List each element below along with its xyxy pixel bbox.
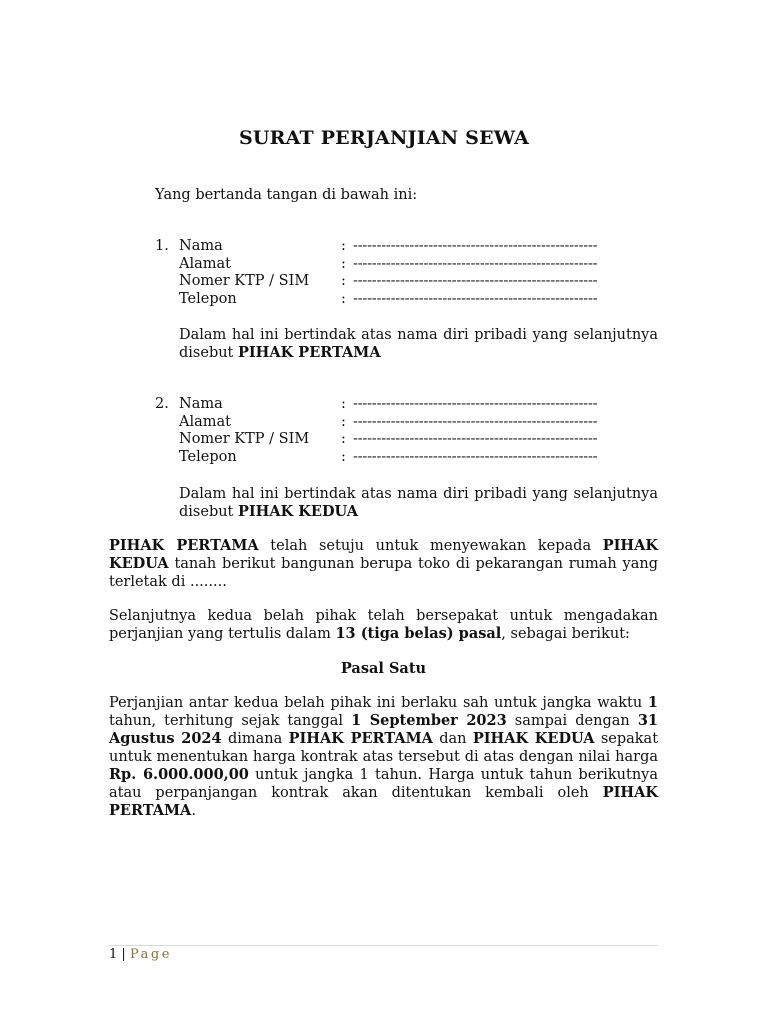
pasal-bold: 1 September 2023 <box>351 712 507 729</box>
pasal-text: sepakat untuk menentukan harga kontrak atas tersebut di atas dengan nilai harga <box>109 731 659 765</box>
field-label: Nama <box>179 396 223 412</box>
colon: : <box>341 238 346 254</box>
pasal-text: tahun, terhitung sejak tanggal <box>109 713 352 729</box>
pasal-bold: PIHAK PERTAMA <box>288 730 433 747</box>
page-footer <box>109 947 172 962</box>
page-word: Page <box>129 947 172 962</box>
pasal-bold: 31 Agustus 2024 <box>109 712 658 747</box>
colon: : <box>341 413 346 430</box>
pasal-text: dimana <box>221 731 289 747</box>
field-label: Telepon <box>179 448 237 465</box>
party-2-phone-row <box>179 449 597 467</box>
colon: : <box>341 290 346 307</box>
page-number: 1 <box>109 947 118 962</box>
pasal-text: dan <box>432 731 473 747</box>
colon: : <box>341 431 346 447</box>
field-label: Telepon <box>179 290 237 307</box>
blank-line: ---------------------------------------------------- <box>353 273 598 289</box>
pasal-bold: PIHAK KEDUA <box>472 730 595 747</box>
field-label: Nomer KTP / SIM <box>179 273 310 289</box>
party-2-number: 2. <box>155 396 169 412</box>
party-2-address-row <box>179 414 597 432</box>
footer-divider <box>109 945 658 946</box>
field-label: Nama <box>179 238 223 254</box>
articles-text: , sebagai berikut: <box>501 626 630 642</box>
field-label: Alamat <box>179 413 231 430</box>
pasal-text: sampai dengan <box>506 713 638 729</box>
role-name: PIHAK KEDUA <box>238 503 358 520</box>
pasal-bold: PIHAK PERTAMA <box>109 784 658 819</box>
blank-line: ---------------------------------------------------- <box>353 448 598 465</box>
articles-count: 13 (tiga belas) pasal <box>335 625 502 642</box>
document-title: SURAT PERJANJIAN SEWA <box>238 127 530 149</box>
blank-line: ---------------------------------------------------- <box>353 431 598 447</box>
blank-line: ---------------------------------------------------- <box>353 290 598 307</box>
pasal-text: Perjanjian antar kedua belah pihak ini berlaku sah untuk jangka waktu <box>109 695 648 711</box>
role-text: Dalam hal ini bertindak atas nama diri pribadi yang selanjutnya disebut <box>179 486 658 520</box>
pasal-bold: 1 <box>647 694 658 711</box>
role-name: PIHAK PERTAMA <box>238 344 381 361</box>
party-2-id-row <box>179 431 597 449</box>
colon: : <box>341 396 346 412</box>
party-1-ref: PIHAK PERTAMA <box>109 537 259 554</box>
party-1-role <box>179 326 658 362</box>
pasal-title: Pasal Satu <box>340 660 427 677</box>
role-text: Dalam hal ini bertindak atas nama diri pribadi yang selanjutnya disebut <box>179 327 658 361</box>
articles-text: Selanjutnya kedua belah pihak telah bersepakat untuk mengadakan perjanjian yang tertulis dalam <box>109 608 658 642</box>
blank-line: ---------------------------------------------------- <box>353 396 598 412</box>
party-1-name-row <box>179 238 597 256</box>
party-2-ref: PIHAK KEDUA <box>109 537 658 572</box>
party-2-name-row <box>179 396 597 414</box>
agreement-text: telah setuju untuk menyewakan kepada <box>258 538 603 554</box>
field-label: Nomer KTP / SIM <box>179 431 310 447</box>
party-1-number: 1. <box>155 238 169 254</box>
blank-line: ---------------------------------------------------- <box>353 255 598 272</box>
colon: : <box>341 448 346 465</box>
footer-separator: | <box>121 947 126 962</box>
party-2-role <box>179 485 658 521</box>
party-1-address-row <box>179 256 597 274</box>
pasal-text: untuk jangka 1 tahun. Harga untuk tahun berikutnya atau perpanjangan kontrak akan ditentukan kembali oleh <box>109 767 658 801</box>
colon: : <box>341 273 346 289</box>
blank-line: ---------------------------------------------------- <box>353 413 598 430</box>
pasal-text: . <box>191 803 196 819</box>
field-label: Alamat <box>179 255 231 272</box>
party-1-id-row <box>179 273 597 291</box>
colon: : <box>341 255 346 272</box>
blank-line: ---------------------------------------------------- <box>353 238 598 254</box>
pasal-bold: Rp. 6.000.000,00 <box>109 766 249 783</box>
party-1-phone-row <box>179 291 597 309</box>
agreement-paragraph <box>109 537 658 591</box>
articles-intro <box>109 607 658 643</box>
pasal-body <box>109 694 658 820</box>
agreement-text: tanah berikut bangunan berupa toko di pekarangan rumah yang terletak di ........ <box>109 556 658 590</box>
intro-text: Yang bertanda tangan di bawah ini: <box>155 187 418 203</box>
